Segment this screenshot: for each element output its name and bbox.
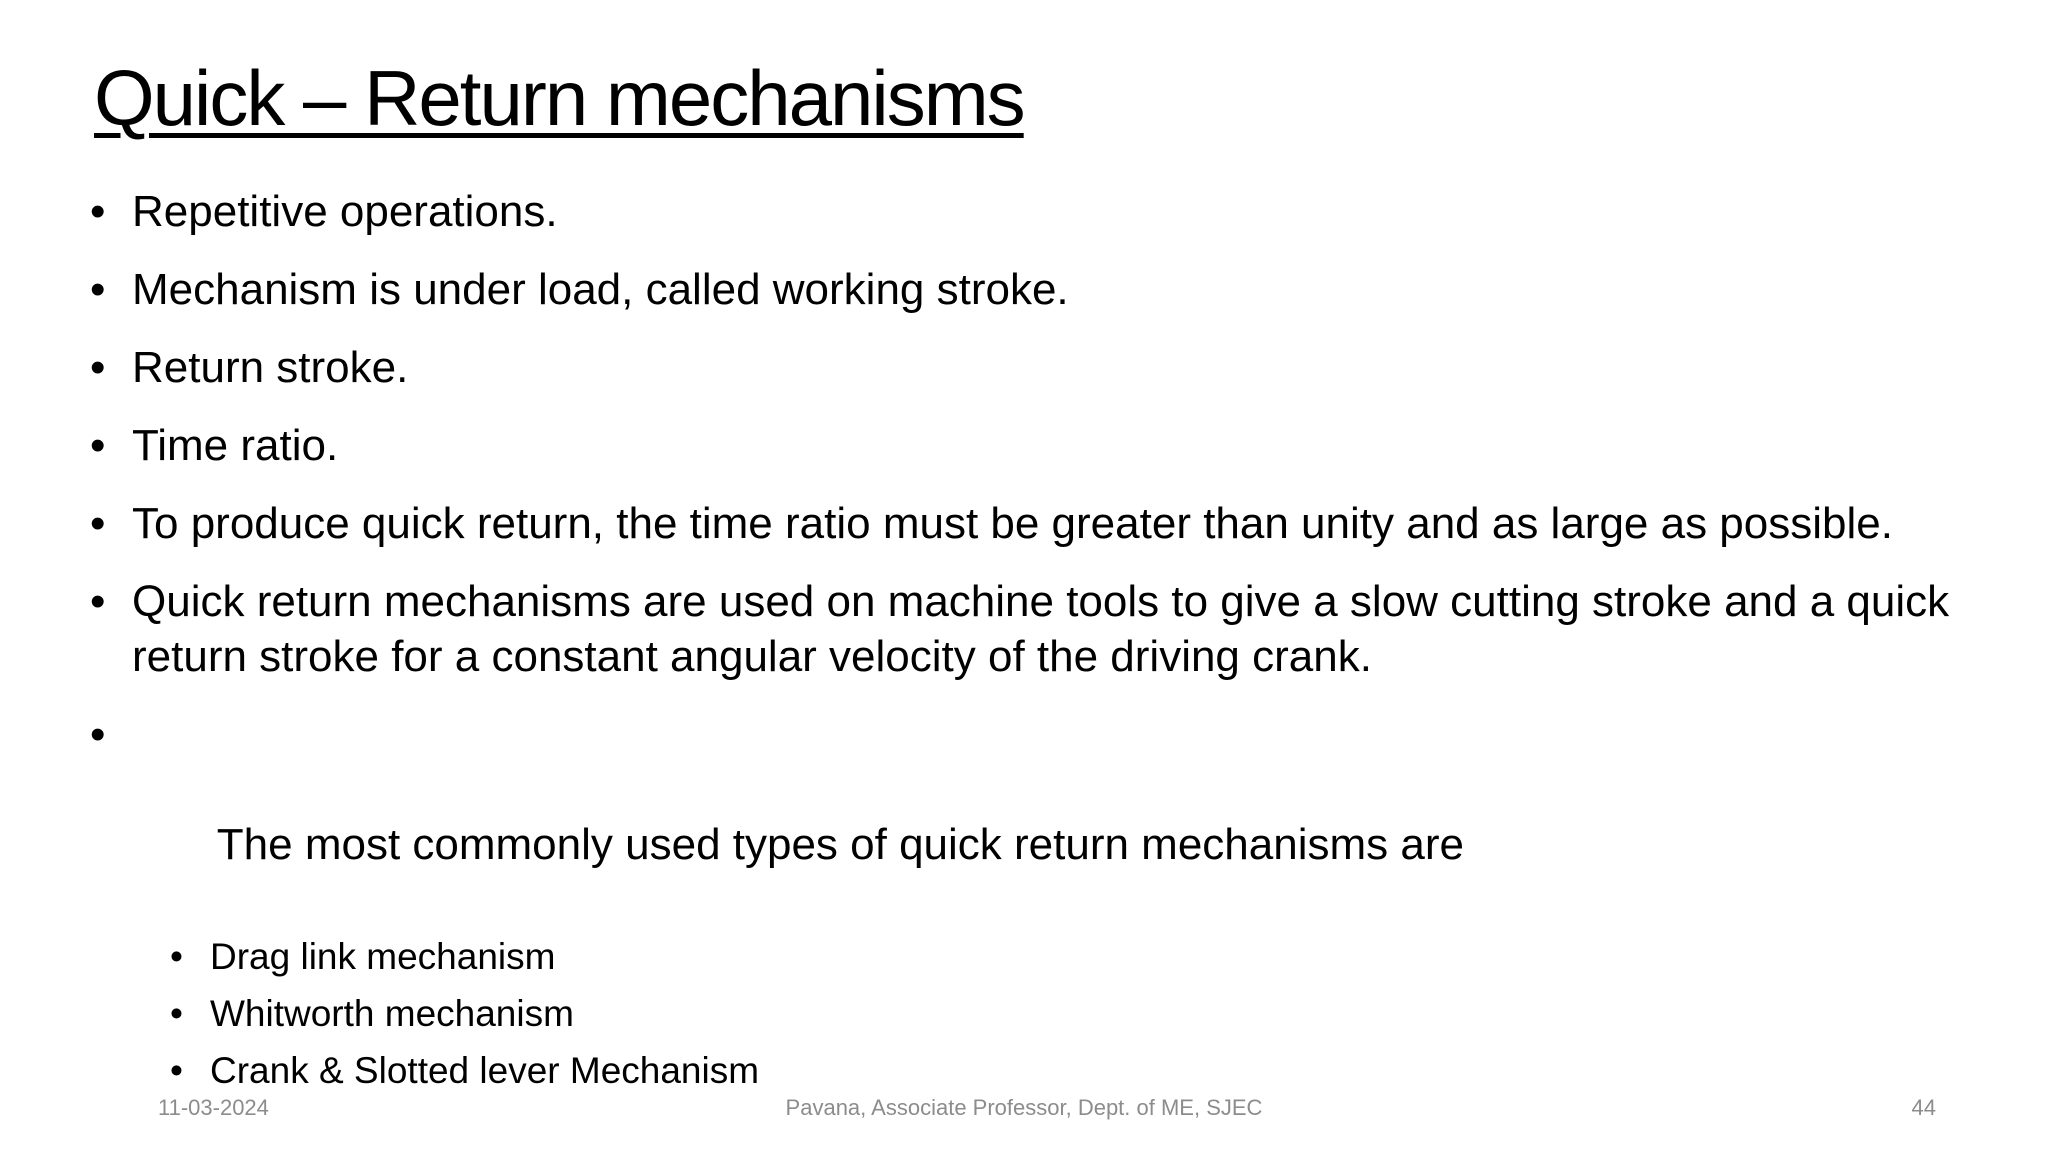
bullet-icon: • [90,265,106,314]
sub-bullet-item [90,1042,1990,1099]
sub-bullet-list [90,928,1990,1099]
sub-bullet-text: Crank & Slotted lever Mechanism [210,1050,760,1091]
bullet-item [90,707,1990,927]
bullet-text: To produce quick return, the time ratio must be greater than unity and as large as possible. [132,499,1893,548]
bullet-icon: • [170,936,183,977]
bullet-item [90,184,1990,239]
bullet-item [90,574,1990,684]
sub-bullet-item [90,985,1990,1042]
bullet-text: The most commonly used types of quick return mechanisms are [205,820,1464,869]
bullet-icon: • [90,499,106,548]
bullet-text: Time ratio. [132,421,339,470]
sub-bullet-text: Drag link mechanism [210,936,556,977]
footer-author: Pavana, Associate Professor, Dept. of ME, SJEC [785,1095,1263,1120]
bullet-icon: • [90,710,106,759]
bullet-text: Repetitive operations. [132,187,558,236]
footer-date: 11-03-2024 [158,1095,269,1120]
bullet-item [90,418,1990,473]
slide-title: Quick – Return mechanisms [94,54,1024,142]
bullet-text: Mechanism is under load, called working stroke. [132,265,1069,314]
bullet-icon: • [90,343,106,392]
bullet-item [90,496,1990,551]
bullet-icon: • [90,187,106,236]
bullet-item [90,262,1990,317]
bullet-icon: • [90,421,106,470]
sub-bullet-item [90,928,1990,985]
sub-bullet-text: Whitworth mechanism [210,993,574,1034]
bullet-text: Quick return mechanisms are used on machine tools to give a slow cutting stroke and a quick return stroke for a constant angular velocity of the driving crank. [132,577,1950,681]
bullet-icon: • [90,577,106,626]
slide-body [90,184,1990,1099]
bullet-icon: • [170,993,183,1034]
bullet-text: Return stroke. [132,343,409,392]
bullet-icon: • [170,1050,183,1091]
bullet-item [90,340,1990,395]
footer-page-number: 44 [1911,1095,1936,1120]
